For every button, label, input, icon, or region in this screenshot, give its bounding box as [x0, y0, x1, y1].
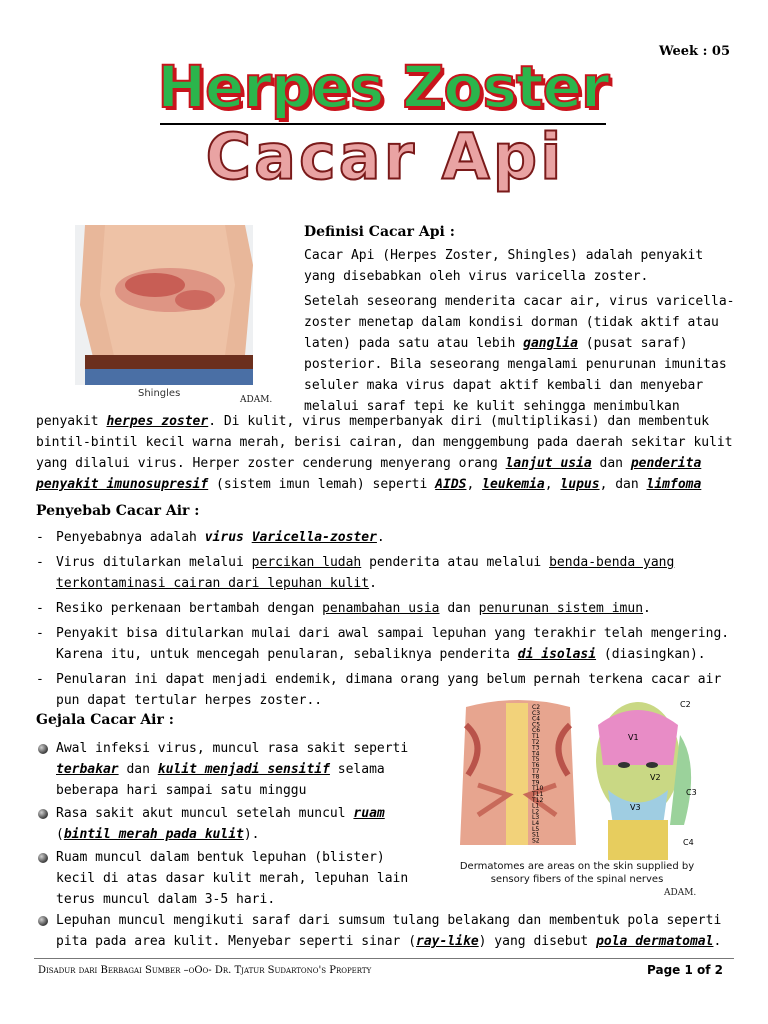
face-dermatome-label: V2: [650, 773, 661, 782]
face-dermatome-label: C3: [686, 788, 697, 797]
dermatome-label: L3: [532, 814, 540, 822]
adam-credit: ADAM.: [240, 395, 273, 405]
list-item: Ruam muncul dalam bentuk lepuhan (blister) kecil di atas dasar kulit merah, lepuhan lain terus muncul dalam 3-5 hari.: [36, 847, 428, 910]
page-title: Herpes Zoster: [157, 53, 609, 121]
week-label: Week : 05: [658, 44, 730, 59]
causes-list: [36, 527, 736, 715]
page-number: Page 1 of 2: [647, 963, 723, 977]
list-item: Lepuhan muncul mengikuti saraf dari sumsum tulang belakang dan membentuk pola seperti pita pada area kulit. Menyebar seperti sinar (ray-like) yang disebut pola dermatomal.: [36, 910, 736, 952]
dermatome-label: T12: [532, 796, 544, 804]
dermatome-label: T2: [532, 738, 540, 746]
definition-para2: Setelah seseorang menderita cacar air, virus varicella- zoster menetap dalam kondisi dorman (tidak aktif atau laten) pada satu atau lebih ganglia (pusat saraf) posterior. Bila seseorang mengalami penurunan imunitas seluler maka virus dapat aktif kembali dan menyebar melalui saraf tepi ke kulit sehingga menimbulkan: [304, 294, 735, 414]
list-item: - Resiko perkenaan bertambah dengan penambahan usia dan penurunan sistem imun.: [36, 598, 736, 619]
dermatome-label: L4: [532, 820, 540, 827]
definition-continued: penyakit herpes zoster. Di kulit, virus memperbanyak diri (multiplikasi) dan membentuk bintil-bintil kecil warna merah, berisi cairan, dan menggembung pada daerah sekitar kulit yang dilalui virus. Herper zoster cenderung menyerang orang lanjut usia dan penderita penyakit imunosupresif (sistem imun lemah) seperti AIDS, leukemia, lupus, dan limfoma: [36, 414, 733, 492]
face-dermatome-label: C4: [683, 838, 694, 847]
dermatome-label: L2: [532, 808, 540, 816]
list-item: - Virus ditularkan melalui percikan ludah penderita atau melalui benda-benda yang terkontaminasi cairan dari lepuhan kulit.: [36, 552, 736, 594]
dermatome-label: C3: [532, 709, 541, 717]
dermatome-label: T8: [532, 773, 540, 781]
symptoms-list: [36, 738, 428, 912]
shingles-photo: [75, 225, 253, 385]
dermatome-label: C4: [532, 715, 541, 723]
dermatome-label: S1: [532, 831, 540, 839]
dermatome-credit: ADAM.: [664, 888, 697, 898]
footer-divider: [34, 958, 734, 959]
list-item: - Penyebabnya adalah virus Varicella-zoster.: [36, 527, 736, 548]
face-dermatome-label: V1: [628, 733, 639, 742]
dermatome-label: T9: [532, 779, 540, 787]
footer-source: Disadur dari Berbagai Sumber –oOo- Dr. Tjatur Sudartono's Property: [38, 965, 372, 976]
dermatome-label: T11: [532, 791, 544, 798]
dermatome-label: C5: [532, 721, 541, 729]
dermatome-label: T7: [532, 767, 540, 775]
dermatome-label: T4: [532, 750, 540, 758]
dermatome-label: T5: [532, 756, 540, 764]
dermatome-label: C6: [532, 727, 541, 735]
page-subtitle: Cacar Api: [205, 119, 565, 194]
symptoms-heading: Gejala Cacar Air :: [36, 712, 174, 728]
dermatome-label: S2: [532, 837, 540, 845]
dermatome-label: C2: [532, 704, 541, 711]
list-item: - Penularan ini dapat menjadi endemik, dimana orang yang belum pernah terkena cacar air pun dapat tertular herpes zoster..: [36, 669, 736, 711]
face-dermatome-label: C2: [680, 700, 691, 709]
photo-caption: Shingles: [138, 388, 181, 399]
dermatome-label: T6: [532, 762, 540, 769]
dermatome-label: T1: [532, 733, 540, 740]
face-dermatome-label: V3: [630, 803, 641, 812]
dermatome-label: T3: [532, 744, 540, 752]
list-item: - Penyakit bisa ditularkan mulai dari awal sampai lepuhan yang terakhir telah mengering. Karena itu, untuk mencegah penularan, sebaliknya penderita di isolasi (diasingkan).: [36, 623, 736, 665]
definition-para1: Cacar Api (Herpes Zoster, Shingles) adalah penyakit yang disebabkan oleh virus varicella zoster.: [304, 248, 704, 284]
symptoms-list-continued: [36, 910, 736, 954]
list-item: Rasa sakit akut muncul setelah muncul ruam (bintil merah pada kulit).: [36, 803, 428, 845]
dermatome-label: T10: [532, 785, 544, 793]
causes-heading: Penyebab Cacar Air :: [36, 503, 200, 519]
dermatome-label: L1: [532, 802, 540, 810]
dermatome-caption: Dermatomes are areas on the skin supplied by sensory fibers of the spinal nerves: [459, 861, 695, 885]
dermatome-label: L5: [532, 825, 540, 833]
definition-heading: Definisi Cacar Api :: [304, 224, 455, 240]
list-item: Awal infeksi virus, muncul rasa sakit seperti terbakar dan kulit menjadi sensitif selama beberapa hari sampai satu minggu: [36, 738, 428, 801]
